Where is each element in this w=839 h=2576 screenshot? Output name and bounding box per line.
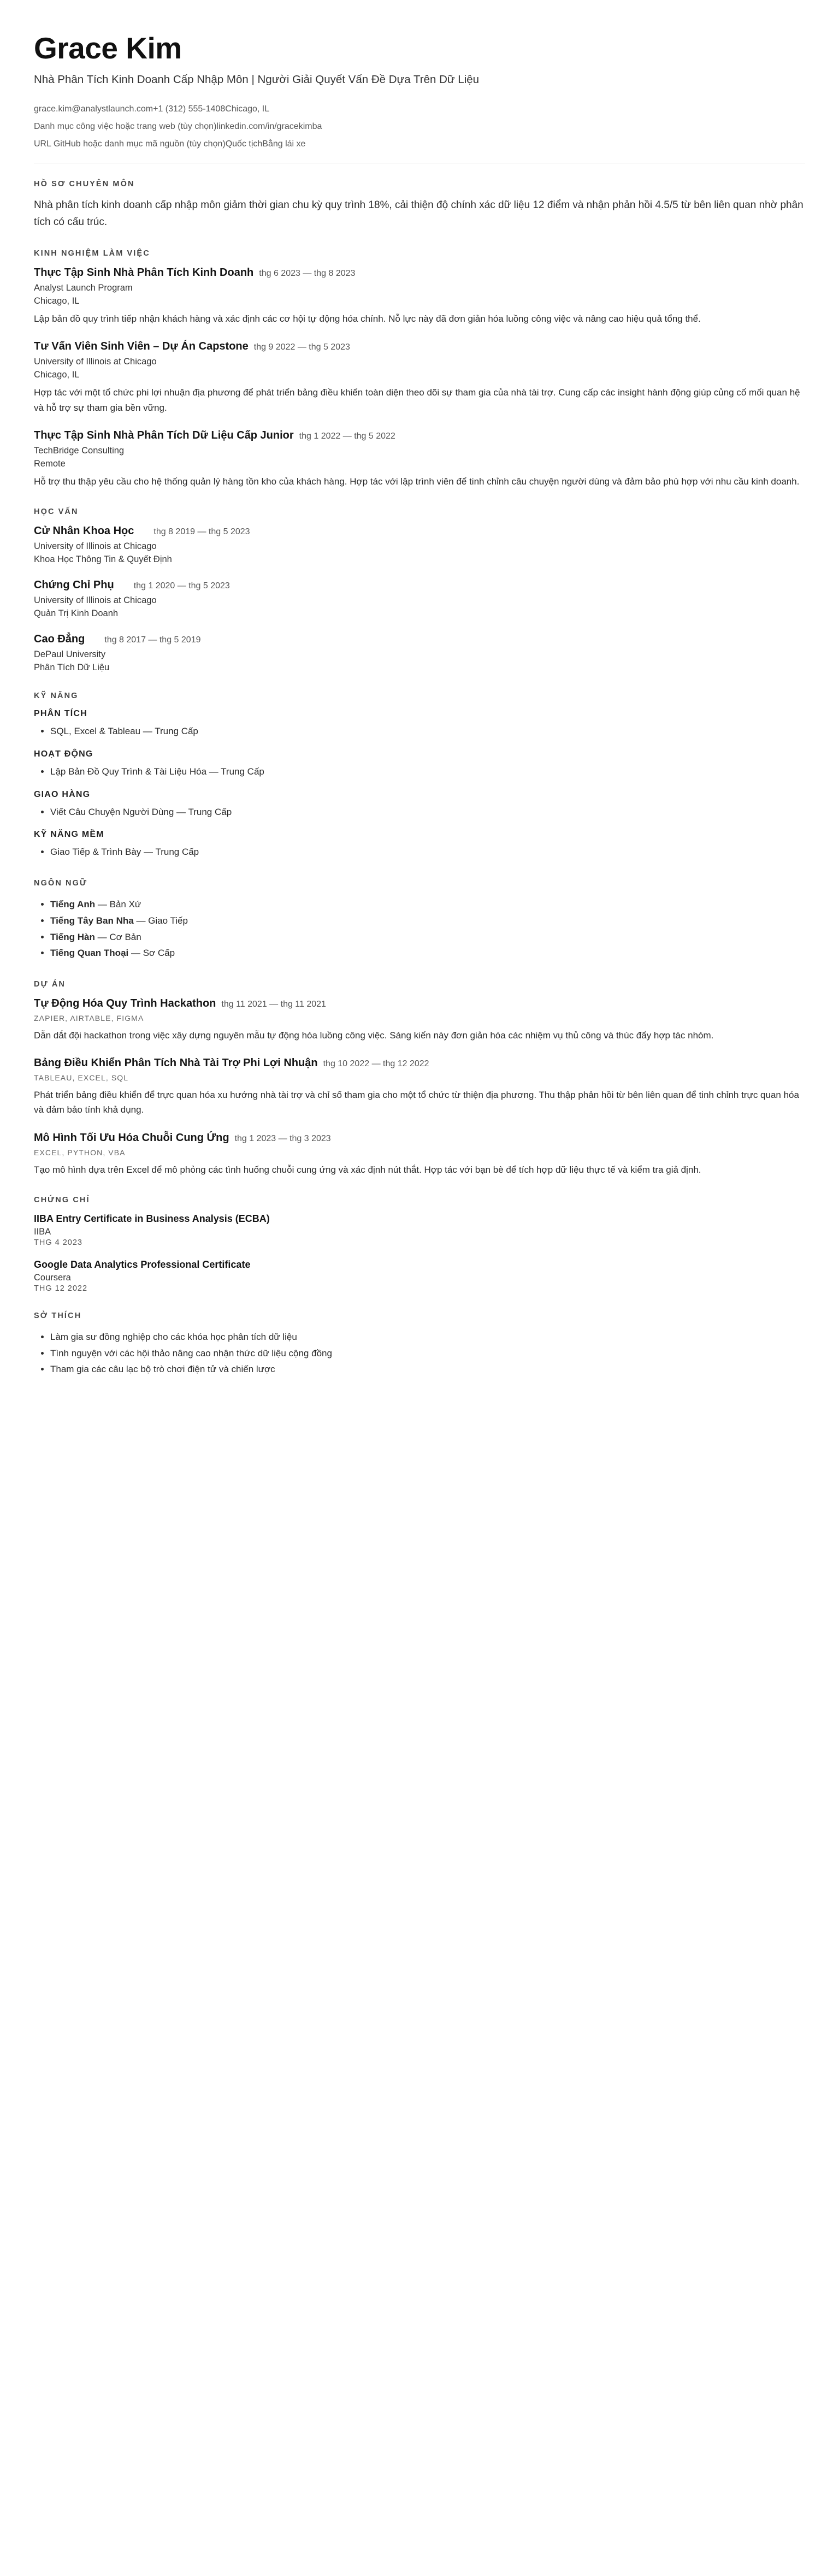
list-item (50, 945, 805, 961)
experience-entry (34, 267, 805, 326)
contact-block (34, 101, 805, 153)
experience-location: Remote (34, 458, 66, 469)
list-item: • Tình nguyện với các hội thảo nâng cao nhận thức dữ liệu cộng đồng (50, 1345, 805, 1362)
list-item: • Tham gia các câu lạc bộ trò chơi điện tử và chiến lược (50, 1361, 805, 1378)
skill-group-title: HOẠT ĐỘNG (34, 749, 93, 759)
education-entry-head (34, 579, 805, 592)
section-title-certifications: CHỨNG CHỈ (34, 1195, 90, 1204)
experience-dates: thg 9 2022 — thg 5 2023 (253, 342, 350, 352)
language-level: — Bản Xứ (95, 899, 141, 910)
section-interests (34, 1311, 805, 1378)
education-degree: Cử Nhân Khoa Học (34, 525, 134, 537)
experience-org: Analyst Launch Program (34, 283, 133, 293)
contact-line-primary: grace.kim@analystlaunch.com+1 (312) 555-1408Chicago, IL (34, 104, 270, 114)
skill-group-title: PHÂN TÍCH (34, 709, 87, 719)
language-level: — Cơ Bản (94, 931, 141, 942)
experience-description: Lập bản đồ quy trình tiếp nhận khách hàng và xác định các cơ hội tự động hóa chính. Nỗ lực này đã đơn giản hóa luồng công việc và nâng cao hiệu quả tổng thể. (34, 314, 701, 324)
experience-location: Chicago, IL (34, 296, 80, 306)
skill-list (34, 804, 805, 820)
list-item: • Làm gia sư đồng nghiệp cho các khóa học phân tích dữ liệu (50, 1329, 805, 1345)
project-name: Mô Hình Tối Ưu Hóa Chuỗi Cung Ứng (34, 1131, 229, 1144)
project-dates: thg 10 2022 — thg 12 2022 (323, 1059, 429, 1069)
certification-date: THG 12 2022 (34, 1284, 88, 1293)
experience-org: University of Illinois at Chicago (34, 357, 157, 367)
education-degree: Chứng Chỉ Phụ (34, 579, 114, 592)
language-name: Tiếng Tây Ban Nha (50, 915, 134, 926)
skill-group (34, 709, 805, 740)
list-item (50, 896, 805, 913)
project-name: Bảng Điều Khiển Phân Tích Nhà Tài Trợ Phi Lợi Nhuận (34, 1057, 318, 1070)
section-education (34, 507, 805, 673)
experience-entry (34, 340, 805, 415)
project-description: Dẫn dắt đội hackathon trong việc xây dựng nguyên mẫu tự động hóa luồng công việc. Sáng kiến này đơn giản hóa các nhiệm vụ thủ công và thúc đẩy hợp tác nhóm. (34, 1030, 714, 1041)
certification-issuer: Coursera (34, 1272, 71, 1283)
section-title-experience: KINH NGHIỆM LÀM VIỆC (34, 249, 150, 258)
project-entry-head (34, 1132, 805, 1144)
project-entry (34, 1132, 805, 1177)
section-title-languages: NGÔN NGỮ (34, 879, 88, 888)
education-degree: Cao Đẳng (34, 633, 85, 646)
education-entry-head (34, 633, 805, 646)
project-entry-head (34, 997, 805, 1010)
page-title: Grace Kim (34, 31, 182, 65)
skill-list (34, 764, 805, 780)
experience-dates: thg 1 2022 — thg 5 2022 (299, 431, 395, 441)
section-title-projects: DỰ ÁN (34, 980, 66, 989)
experience-entry-head (34, 429, 805, 442)
project-entry (34, 1057, 805, 1117)
list-item: • Lập Bản Đồ Quy Trình & Tài Liệu Hóa — Trung Cấp (50, 764, 805, 780)
section-experience (34, 249, 805, 489)
certification-name: Google Data Analytics Professional Certificate (34, 1259, 251, 1270)
section-languages (34, 879, 805, 961)
project-entry-head (34, 1057, 805, 1070)
education-entry (34, 525, 805, 565)
education-field: Phân Tích Dữ Liệu (34, 663, 110, 673)
project-description: Tạo mô hình dựa trên Excel để mô phỏng các tình huống chuỗi cung ứng và xác định nút thắt. Hợp tác với bạn bè để tích hợp dữ liệu thực tế và kiểm tra giả định. (34, 1164, 701, 1175)
summary-text: Nhà phân tích kinh doanh cấp nhập môn giảm thời gian chu kỳ quy trình 18%, cải thiện độ chính xác dữ liệu 12 điểm và nhận phản hồi 4.5/5 từ bên liên quan nhờ phân tích có cấu trúc. (34, 199, 803, 228)
education-school: University of Illinois at Chicago (34, 595, 157, 606)
education-dates: thg 1 2020 — thg 5 2023 (133, 581, 230, 591)
language-name: Tiếng Anh (50, 899, 96, 910)
language-level: — Sơ Cấp (128, 948, 175, 959)
section-title-skills: KỸ NĂNG (34, 692, 79, 701)
list-item: • Giao Tiếp & Trình Bày — Trung Cấp (50, 844, 805, 860)
section-title-summary: HỒ SƠ CHUYÊN MÔN (34, 179, 135, 188)
language-name: Tiếng Quan Thoại (50, 948, 129, 959)
education-school: DePaul University (34, 649, 106, 660)
experience-entry-head (34, 340, 805, 353)
experience-role: Thực Tập Sinh Nhà Phân Tích Dữ Liệu Cấp Junior (34, 429, 294, 441)
project-tools: ZAPIER, AIRTABLE, FIGMA (34, 1014, 144, 1023)
experience-role: Thực Tập Sinh Nhà Phân Tích Kinh Doanh (34, 267, 254, 279)
project-tools: EXCEL, PYTHON, VBA (34, 1148, 126, 1157)
skill-list (34, 844, 805, 860)
project-tools: TABLEAU, EXCEL, SQL (34, 1073, 129, 1083)
section-summary (34, 180, 805, 231)
professional-headline: Nhà Phân Tích Kinh Doanh Cấp Nhập Môn | Người Giải Quyết Vấn Đề Dựa Trên Dữ Liệu (34, 73, 480, 86)
project-name: Tự Động Hóa Quy Trình Hackathon (34, 997, 216, 1010)
interest-list (34, 1329, 805, 1378)
education-field: Quản Trị Kinh Doanh (34, 608, 119, 619)
project-entry (34, 997, 805, 1043)
contact-line-portfolio: Danh mục công việc hoặc trang web (tùy chọn)linkedin.com/in/gracekimba (34, 121, 322, 131)
project-dates: thg 1 2023 — thg 3 2023 (234, 1133, 331, 1143)
experience-dates: thg 6 2023 — thg 8 2023 (259, 269, 356, 279)
certification-entry (34, 1213, 805, 1247)
education-entry (34, 633, 805, 673)
section-title-education: HỌC VẤN (34, 507, 79, 517)
skill-group (34, 830, 805, 860)
list-item (50, 929, 805, 946)
section-certifications (34, 1196, 805, 1293)
education-dates: thg 8 2017 — thg 5 2019 (104, 635, 201, 645)
education-dates: thg 8 2019 — thg 5 2023 (153, 527, 250, 537)
skill-group-title: GIAO HÀNG (34, 789, 91, 799)
section-title-interests: SỞ THÍCH (34, 1311, 82, 1320)
language-name: Tiếng Hàn (50, 931, 95, 942)
project-description: Phát triển bảng điều khiển để trực quan hóa xu hướng nhà tài trợ và chỉ số tham gia cho một tổ chức từ thiện địa phương. Thu thập phản hồi từ bên liên quan để tinh chỉnh trực quan hóa và đảm bảo tính khả dụng. (34, 1090, 799, 1115)
skill-group-title: KỸ NĂNG MỀM (34, 830, 104, 840)
education-entry-head (34, 525, 805, 537)
certification-date: THG 4 2023 (34, 1238, 82, 1247)
project-dates: thg 11 2021 — thg 11 2021 (221, 1000, 326, 1009)
language-level: — Giao Tiếp (133, 915, 188, 926)
section-projects (34, 980, 805, 1177)
list-item: • SQL, Excel & Tableau — Trung Cấp (50, 723, 805, 740)
certification-name: IIBA Entry Certificate in Business Analysis (ECBA) (34, 1213, 270, 1224)
list-item: • Viết Câu Chuyện Người Dùng — Trung Cấp (50, 804, 805, 820)
experience-description: Hợp tác với một tổ chức phi lợi nhuận địa phương để phát triển bảng điều khiển toàn diện theo dõi sự tham gia của nhà tài trợ. Cung cấp các insight hành động giúp củng cố mối quan hệ và hỗ trợ sự tham gia bền vững. (34, 387, 800, 413)
language-list (34, 896, 805, 961)
skill-list (34, 723, 805, 740)
experience-description: Hỗ trợ thu thập yêu cầu cho hệ thống quản lý hàng tồn kho của khách hàng. Hợp tác với lập trình viên để tinh chỉnh câu chuyện người dùng và đảm bảo phù hợp với nhu cầu kinh doanh. (34, 476, 800, 487)
contact-line-github: URL GitHub hoặc danh mục mã nguồn (tùy chọn)Quốc tịchBằng lái xe (34, 139, 306, 149)
section-skills (34, 692, 805, 860)
skill-group (34, 790, 805, 820)
skill-group (34, 749, 805, 780)
education-field: Khoa Học Thông Tin & Quyết Định (34, 554, 172, 565)
education-entry (34, 579, 805, 619)
certification-entry (34, 1259, 805, 1293)
list-item (50, 913, 805, 929)
experience-location: Chicago, IL (34, 370, 80, 380)
experience-role: Tư Vấn Viên Sinh Viên – Dự Án Capstone (34, 340, 249, 353)
experience-entry-head (34, 267, 805, 279)
education-school: University of Illinois at Chicago (34, 541, 157, 552)
experience-org: TechBridge Consulting (34, 445, 125, 456)
experience-entry (34, 429, 805, 489)
certification-issuer: IIBA (34, 1226, 51, 1237)
